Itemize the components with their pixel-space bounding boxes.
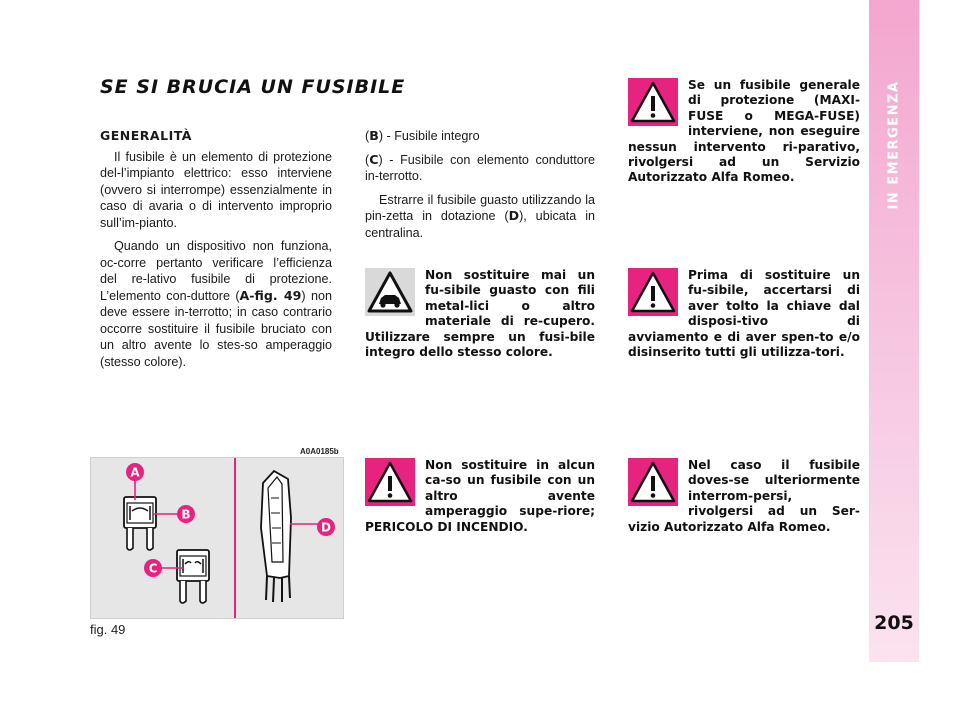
fuse-intact-illustration — [124, 497, 156, 550]
warning-triangle-icon — [628, 268, 678, 316]
paragraph-b: (B) - Fusibile integro — [365, 128, 480, 143]
tweezers-illustration — [261, 471, 291, 602]
warning-box: Non sostituire in alcun ca-so un fusibile con un altro avente amperaggio supe-riore; PERICOLO DI INCENDIO. — [365, 458, 595, 534]
page-number: 205 — [874, 612, 914, 634]
figure-code: A0A0185b — [300, 447, 339, 456]
column-fuse-description — [365, 128, 595, 248]
warning-triangle-icon — [628, 458, 678, 506]
warning-box: Nel caso il fusibile doves-se ulteriormente interrom-persi, rivolgersi ad un Ser-vizio Autorizzato Alfa Romeo. — [628, 458, 860, 534]
warning-triangle-icon — [365, 458, 415, 506]
page-title: SE SI BRUCIA UN FUSIBILE — [100, 76, 406, 98]
warning-box: Se un fusibile generale di protezione (MAXI-FUSE o MEGA-FUSE) interviene, non eseguire nessun intervento ri-parativo, rivolgersi ad un Servizio Autorizzato Alfa Romeo. — [628, 78, 860, 185]
paragraph: Quando un dispositivo non funziona, oc-corre pertanto verificare l’efficienza del re-lativo fusibile di protezione. L’elemento con-duttore (A-fig. 49) non deve essere in-terrotto; in caso contrario occorre sostituire il fusibile bruciato con un altro avente lo stes-so amperaggio (stesso colore). — [100, 239, 332, 369]
label-b — [177, 505, 195, 523]
label-d — [317, 518, 335, 536]
section-heading: GENERALITÀ — [100, 128, 192, 143]
paragraph: Il fusibile è un elemento di protezione del-l’impianto elettrico: esso interviene (ovvero si interrompe) essenzialmente in caso di avaria o di intervento improprio sull’im-pianto. — [100, 149, 332, 230]
figure-caption: fig. 49 — [90, 622, 126, 637]
warning-triangle-icon — [628, 78, 678, 126]
warning-box: Non sostituire mai un fu-sibile guasto con fili metal-lici o altro materiale di re-cupero. Utilizzare sempre un fusi-bile integro dello stesso colore. — [365, 268, 595, 360]
fuse-figure — [90, 457, 344, 619]
warning-box: Prima di sostituire un fu-sibile, accertarsi di aver tolto la chiave dal disposi-tivo di avviamento e di aver spen-to e/o disinserito tutti gli utilizza-tori. — [628, 268, 860, 360]
svg-text:A: A — [130, 465, 140, 480]
paragraph-d: Estrarre il fusibile guasto utilizzando la pin-zetta in dotazione (D), ubicata in centralina. — [365, 192, 595, 240]
label-c — [144, 559, 162, 577]
section-title: IN EMERGENZA — [886, 80, 902, 210]
svg-text:C: C — [148, 561, 158, 576]
svg-text:D: D — [321, 520, 331, 535]
label-a — [126, 463, 144, 481]
fuse-blown-illustration — [177, 550, 209, 603]
figure-reference: A-fig. 49 — [239, 287, 302, 303]
car-warning-icon — [365, 268, 415, 316]
svg-text:B: B — [181, 507, 191, 522]
column-generalita — [100, 128, 332, 377]
paragraph-c: (C) - Fusibile con elemento conduttore in-terrotto. — [365, 151, 595, 183]
